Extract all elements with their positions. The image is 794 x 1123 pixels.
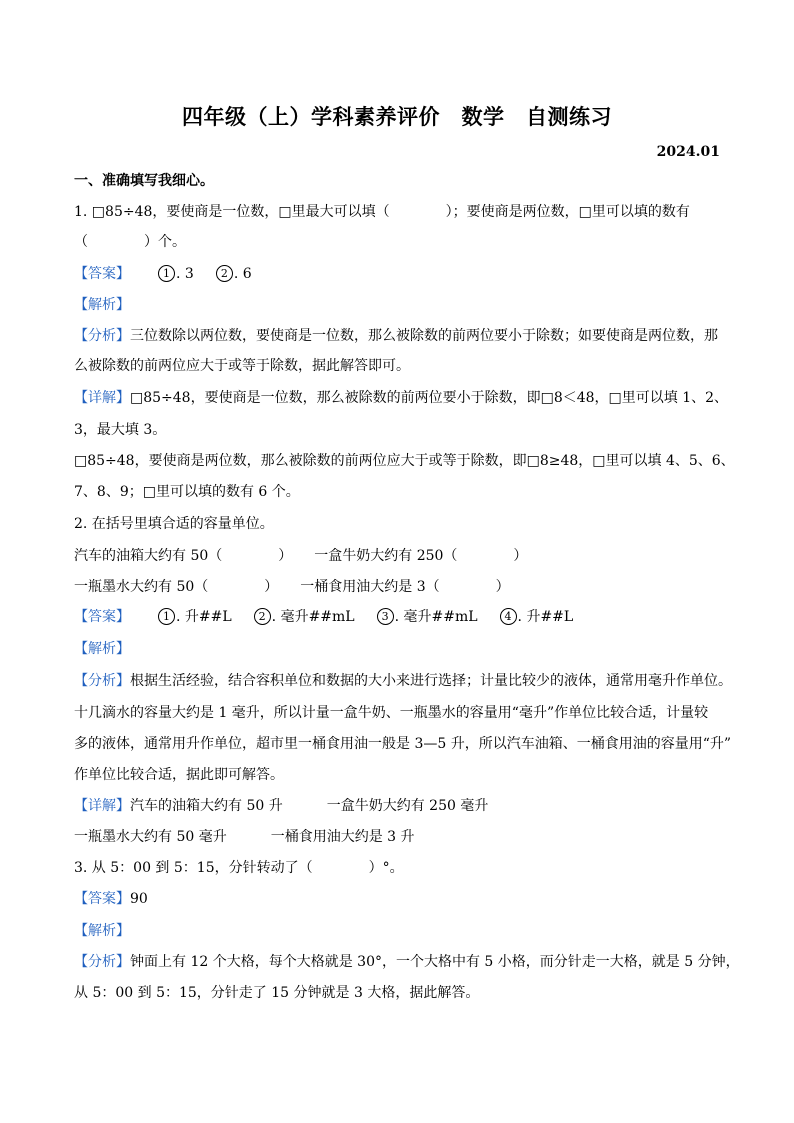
q1-line-2: （ ）个。: [74, 234, 186, 250]
q1-answer: [74, 264, 722, 284]
q2-row: 汽车的油箱大约有 50（ ） 一盒牛奶大约有 250（ ）: [74, 548, 528, 564]
page-title: 四年级（上）学科素养评价 数学 自测练习: [182, 104, 612, 129]
q1-analysis-line: 么被除数的前两位应大于或等于除数，据此解答即可。: [74, 358, 410, 374]
answer-label: 【答案】: [74, 609, 130, 625]
answer-value: . 6: [233, 266, 252, 282]
q3-prompt: 3. 从 5：00 到 5：15，分针转动了（ ）°。: [74, 860, 404, 876]
answer-value: . 毫升##mL: [394, 609, 478, 625]
circled-number: 2: [254, 608, 271, 625]
answer-label: 【答案】: [74, 266, 130, 282]
exam-date: 2024.01: [656, 144, 720, 160]
explanation-label: 【解析】: [74, 297, 130, 313]
q2-analysis-line: 【分析】根据生活经验，结合容积单位和数据的大小来进行选择；计量比较少的液体，通常用毫升作单位。: [74, 673, 732, 689]
answer-value: . 3: [176, 266, 194, 282]
q1-analysis-line: 【分析】三位数除以两位数，要使商是一位数，那么被除数的前两位要小于除数；如要使商是两位数，那: [74, 328, 718, 344]
q3-analysis-line: 从 5：00 到 5：15，分针走了 15 分钟就是 3 大格，据此解答。: [74, 985, 480, 1001]
explanation-label: 【解析】: [74, 641, 130, 657]
answer-label: 【答案】: [74, 891, 130, 907]
q3-analysis-line: 【分析】钟面上有 12 个大格，每个大格就是 30°，一个大格中有 5 小格，而分针走一大格，就是 5 分钟，: [74, 954, 740, 970]
analysis-label: 【分析】: [74, 673, 130, 689]
circled-number: 2: [216, 265, 233, 282]
q2-analysis-line: 作单位比较合适，据此即可解答。: [74, 767, 284, 783]
detail-label: 【详解】: [74, 390, 130, 406]
circled-number: 4: [500, 608, 517, 625]
q1-detail-line: 7、8、9；□里可以填的数有 6 个。: [74, 484, 300, 500]
answer-value: . 升##L: [517, 609, 574, 625]
circled-number: 3: [377, 608, 394, 625]
circled-number: 1: [158, 608, 175, 625]
q2-prompt: 2. 在括号里填合适的容量单位。: [74, 516, 274, 532]
q2-analysis-line: 多的液体，通常用升作单位，超市里一桶食用油一般是 3—5 升，所以汽车油箱、一桶食用油的容量用“升”: [74, 736, 732, 752]
answer-value: 90: [130, 891, 148, 907]
answer-value: . 毫升##mL: [271, 609, 355, 625]
q1-detail-line: □85÷48，要使商是两位数，那么被除数的前两位应大于或等于除数，即□8≥48，□里可以填 4、5、6、: [74, 453, 735, 469]
q1-line-1: 1. □85÷48，要使商是一位数，□里最大可以填（ ）；要使商是两位数，□里可以填的数有: [74, 204, 690, 220]
answer-value: . 升##L: [176, 609, 232, 625]
q3-answer: [74, 889, 722, 909]
detail-label: 【详解】: [74, 798, 130, 814]
analysis-label: 【分析】: [74, 328, 130, 344]
section-heading: 一、准确填写我细心。: [74, 173, 214, 189]
q2-analysis-line: 十几滴水的容量大约是 1 毫升，所以计量一盒牛奶、一瓶墨水的容量用“毫升”作单位比较合适，计量较: [74, 705, 709, 721]
q2-detail-line: 【详解】汽车的油箱大约有 50 升 一盒牛奶大约有 250 毫升: [74, 798, 489, 814]
explanation-label: 【解析】: [74, 923, 130, 939]
q2-detail-line: 一瓶墨水大约有 50 毫升 一桶食用油大约是 3 升: [74, 829, 415, 845]
circled-number: 1: [158, 265, 175, 282]
q2-row: 一瓶墨水大约有 50（ ） 一桶食用油大约是 3（ ）: [74, 579, 510, 595]
q2-answer: [74, 607, 722, 627]
q1-detail-line: 【详解】□85÷48，要使商是一位数，那么被除数的前两位要小于除数，即□8＜48，□里可以填 1、2、: [74, 390, 729, 406]
q1-detail-line: 3，最大填 3。: [74, 422, 167, 438]
analysis-label: 【分析】: [74, 954, 130, 970]
